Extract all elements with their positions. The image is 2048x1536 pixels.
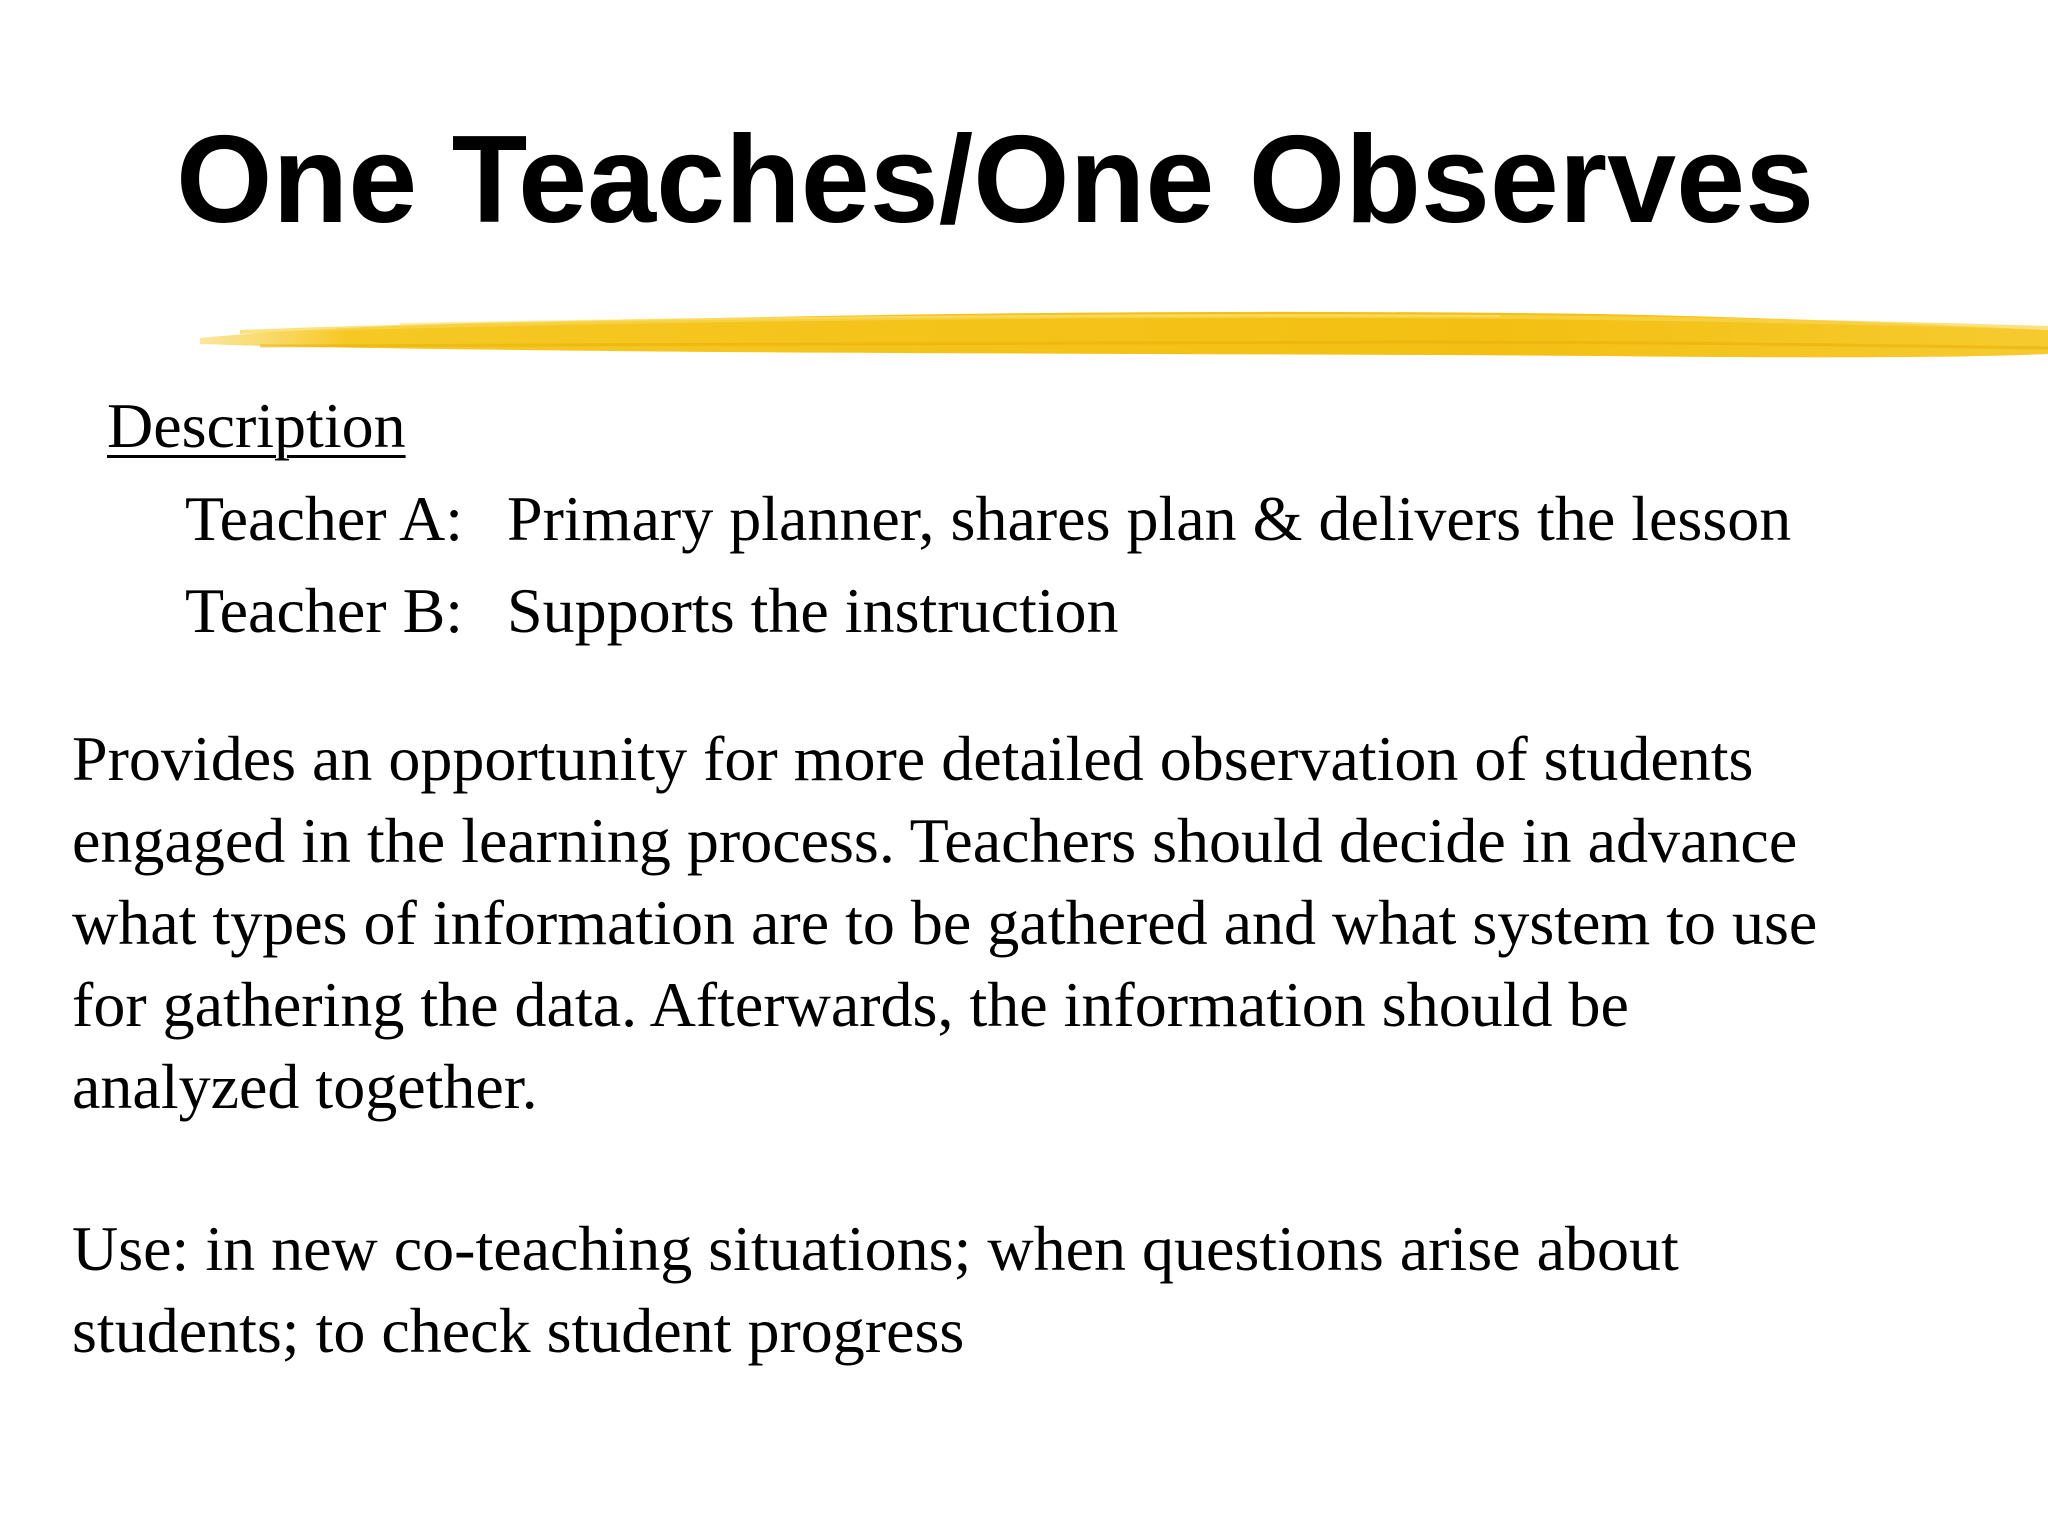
paragraph-line: for gathering the data. Afterwards, the information should be bbox=[72, 969, 1629, 1040]
slide-title: One Teaches/One Observes bbox=[176, 111, 1815, 249]
teacher-b-line bbox=[185, 571, 1119, 651]
description-heading: Description bbox=[107, 390, 406, 461]
paragraph-line: analyzed together. bbox=[72, 1051, 538, 1122]
teacher-a-label: Teacher A: bbox=[185, 483, 464, 554]
paragraph-line: Use: in new co-teaching situations; when questions arise about bbox=[72, 1213, 1679, 1284]
paragraph-line: Provides an opportunity for more detailed observation of students bbox=[72, 723, 1754, 794]
paragraph-line: what types of information are to be gathered and what system to use bbox=[72, 887, 1818, 958]
teacher-b-text: Supports the instruction bbox=[507, 575, 1119, 646]
paragraph-line: students; to check student progress bbox=[72, 1295, 965, 1366]
teacher-b-label: Teacher B: bbox=[185, 575, 464, 646]
use-paragraph bbox=[72, 1208, 2032, 1372]
teacher-a-line bbox=[185, 479, 1791, 559]
teacher-a-text: Primary planner, shares plan & delivers the lesson bbox=[507, 483, 1792, 554]
observation-paragraph bbox=[72, 718, 2032, 1128]
yellow-brush-stroke bbox=[200, 296, 2048, 376]
paragraph-line: engaged in the learning process. Teachers should decide in advance bbox=[72, 805, 1798, 876]
